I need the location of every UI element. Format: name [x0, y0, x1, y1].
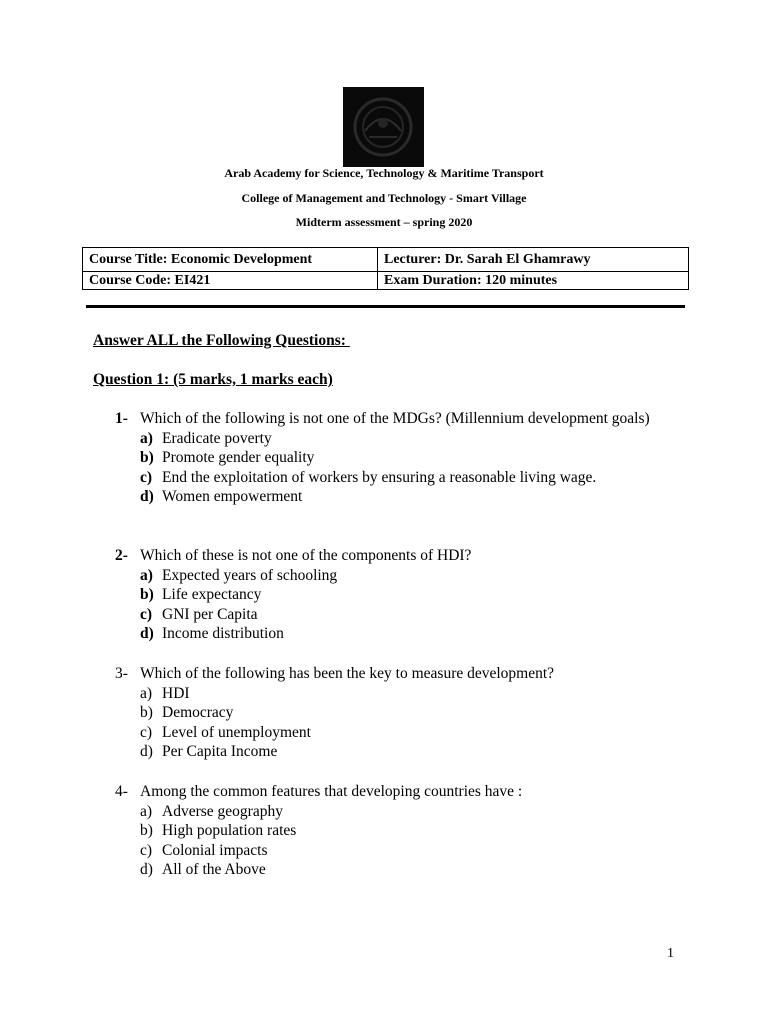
college-name: College of Management and Technology - Smart Village [241, 191, 527, 205]
option-a: a) HDI [140, 684, 190, 702]
question-section-heading: Question 1: (5 marks, 1 marks each) [93, 371, 333, 388]
option-a: a) Adverse geography [140, 802, 283, 820]
course-title: Course Title: Economic Development [83, 248, 378, 272]
question-2 [115, 546, 675, 644]
lecturer: Lecturer: Dr. Sarah El Ghamrawy [378, 248, 689, 272]
academy-logo [343, 87, 424, 167]
option-b: b) Democracy [140, 704, 234, 722]
option-d: d) Income distribution [140, 625, 284, 643]
exam-duration: Exam Duration: 120 minutes [378, 272, 689, 290]
question-text: Which of the following has been the key to measure development? [140, 665, 555, 682]
question-text: Which of these is not one of the components of HDI? [140, 547, 472, 564]
option-a: a) Expected years of schooling [140, 566, 338, 584]
divider-line [86, 305, 685, 308]
option-d: d) Per Capita Income [140, 743, 278, 761]
question-1 [115, 409, 675, 507]
question-number: 4- [115, 783, 128, 800]
page-number: 1 [667, 946, 674, 961]
institution-name: Arab Academy for Science, Technology & Maritime Transport [224, 166, 544, 180]
option-c: c) Colonial impacts [140, 841, 268, 859]
assessment-title: Midterm assessment – spring 2020 [295, 215, 473, 229]
option-b: b) Life expectancy [140, 586, 262, 604]
option-d: d) Women empowerment [140, 488, 303, 506]
option-c: c) End the exploitation of workers by ensuring a reasonable living wage. [140, 468, 597, 486]
question-text: Among the common features that developing countries have : [140, 783, 523, 800]
question-3 [115, 664, 675, 762]
option-a: a) Eradicate poverty [140, 429, 272, 447]
option-c: c) GNI per Capita [140, 605, 258, 623]
course-info-table [82, 247, 689, 290]
question-4 [115, 782, 675, 880]
option-b: b) Promote gender equality [140, 449, 315, 467]
course-code: Course Code: EI421 [83, 272, 378, 290]
question-number: 2- [115, 547, 128, 564]
option-c: c) Level of unemployment [140, 723, 311, 741]
option-b: b) High population rates [140, 822, 297, 840]
instructions-heading: Answer ALL the Following Questions: [93, 332, 350, 349]
question-text: Which of the following is not one of the MDGs? (Millennium development goals) [140, 410, 650, 427]
question-number: 1- [115, 410, 128, 427]
academy-seal-icon [343, 87, 424, 167]
option-d: d) All of the Above [140, 861, 266, 879]
question-number: 3- [115, 665, 128, 682]
